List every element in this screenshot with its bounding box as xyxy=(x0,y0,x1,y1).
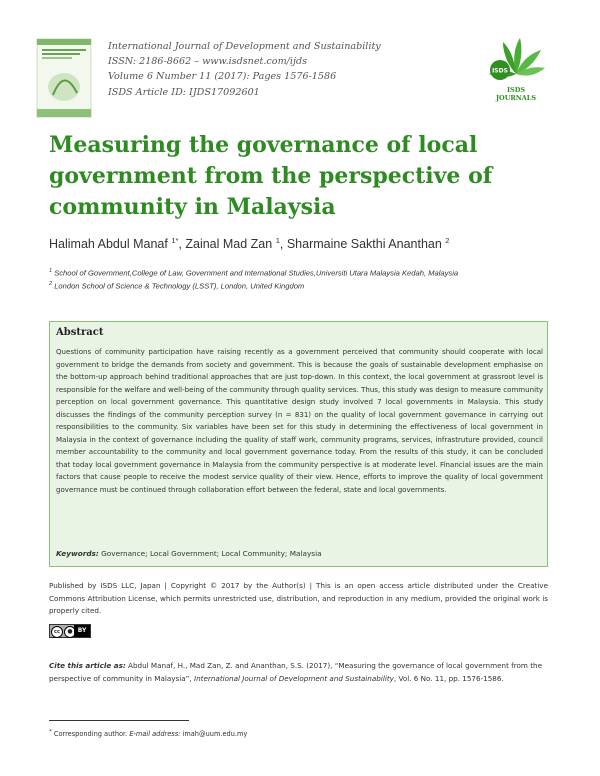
title-line: Measuring the governance of local xyxy=(49,132,478,158)
email-link[interactable]: imah@uum.edu.my xyxy=(182,730,248,739)
footnote-sup: * xyxy=(49,729,52,735)
abstract-heading: Abstract xyxy=(56,327,104,338)
affiliation xyxy=(49,281,569,291)
svg-text:JOURNALS: JOURNALS xyxy=(495,94,537,102)
keywords xyxy=(56,549,543,558)
svg-text:ISDS: ISDS xyxy=(506,86,526,94)
author-name: Halimah Abdul Manaf xyxy=(49,237,168,252)
keywords-label: Keywords: xyxy=(56,549,99,558)
attribution-person-icon: ● xyxy=(64,626,76,638)
author-name: Sharmaine Sakthi Ananthan xyxy=(286,237,442,252)
title-line: community in Malaysia xyxy=(49,194,336,220)
footnote-divider xyxy=(49,720,189,721)
affiliation-text: School of Government,College of Law, Government and International Studies,Universiti Utara Malaysia Kedah, Malaysia xyxy=(54,268,459,278)
email-label: E-mail address: xyxy=(129,730,181,739)
citation-label: Cite this article as: xyxy=(49,661,126,670)
author-name: Zainal Mad Zan xyxy=(185,237,273,252)
affiliation xyxy=(49,268,569,278)
affiliation-text: London School of Science & Technology (LSST), London, United Kingdom xyxy=(54,281,305,291)
citation-text: Abdul Manaf, H., Mad Zan, Z. and Ananthan, S.S. (2017), “Measuring the governance of local government from the perspective of community in Malaysia”, xyxy=(49,661,542,683)
author-sup: 1* xyxy=(171,236,179,245)
citation-journal: International Journal of Development and Sustainability xyxy=(193,673,394,683)
journal-cover-image xyxy=(33,37,97,121)
article-id: ISDS Article ID: IJDS17092601 xyxy=(108,86,260,98)
author-list: Halimah Abdul Manaf $^{1*}$, Zainal Mad Zan $^1$, Sharmaine Sakthi Ananthan $^2$ xyxy=(49,236,450,252)
citation-tail: , Vol. 6 No. 11, pp. 1576-1586. xyxy=(393,673,504,683)
citation xyxy=(49,660,548,685)
license-text: Published by ISDS LLC, Japan | Copyright © 2017 by the Author(s) | This is an open access article distributed under the Creative Commons Attribution License, which permits unrestricted use, distribution, and reproduction in any medium, provided the original work is properly cited. xyxy=(49,581,548,616)
cc-icon: cc xyxy=(51,626,63,638)
isds-journals-logo xyxy=(485,36,547,106)
abstract-text: Questions of community participation have raising recently as a government perceived that community should cooperate with local government to bridge the demands from society and government. This is because the goals of sustainable development emphasise on the bottom-up approach behind traditional approaches that are just top-down. In this context, the local government at grassroot level is responsible for the welfare and well-being of the community through quality services. Thus, this study was design to measure community perception on local government governance. This quantitative design study involved 7 local governments in Malaysia. This study discusses the findings of the community perception survey (n = 831) on the quality of local government governance in carrying out responsibilities to the community. Six variables have been set for this study in determining the effectiveness of local government in Malaysia in the context of governance including the quality of staff work, community programs, services, infrastruture provided, council member accountability to the community and local government governance today. From the results of this study, it can be concluded that today local government governance in Malaysia from the community perspective is at moderate level. Financial issues are the main factors that cause people to receive the modest service quality of their view. Hence, efforts to improve the quality of local government governance must be continued through collaboration effort between the federal, state and local governments. xyxy=(56,347,543,495)
footnote xyxy=(49,729,247,738)
affiliation-sup: 1 xyxy=(49,268,53,274)
title-line: government from the perspective of xyxy=(49,163,493,189)
affiliation-sup: 2 xyxy=(49,281,53,287)
cc-by-license-badge[interactable] xyxy=(49,624,91,638)
author-sup: 1 xyxy=(275,236,280,245)
keywords-list: Governance; Local Government; Local Community; Malaysia xyxy=(101,549,322,558)
journal-volume: Volume 6 Number 11 (2017): Pages 1576-1586 xyxy=(108,71,337,83)
journal-info xyxy=(108,39,438,100)
footnote-label: Corresponding author. xyxy=(53,730,128,739)
article-title xyxy=(49,130,549,223)
logo-badge-text: ISDS xyxy=(492,67,508,75)
journal-name: International Journal of Development and Sustainability xyxy=(108,41,381,52)
author-sup: 2 xyxy=(445,236,450,245)
journal-issn: ISSN: 2186-8662 – www.isdsnet.com/ijds xyxy=(108,56,308,68)
by-label: BY xyxy=(74,625,90,637)
